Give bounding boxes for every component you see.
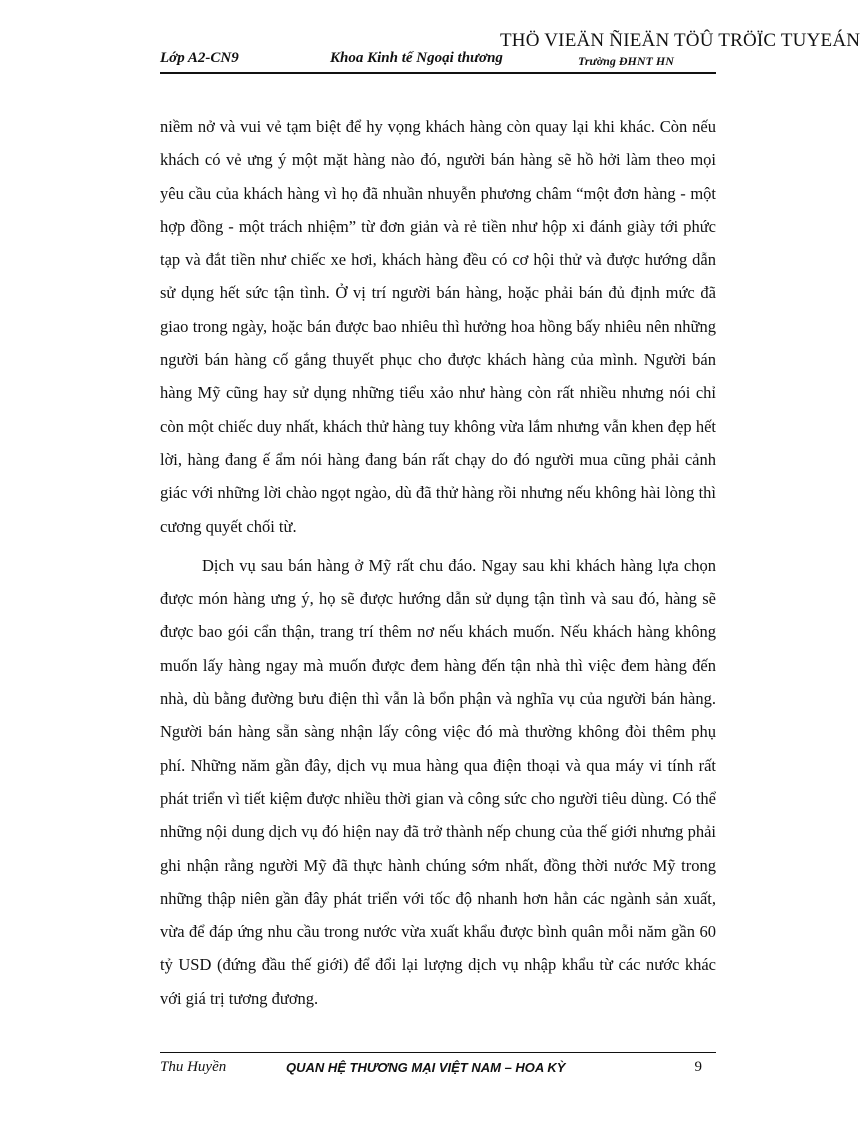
footer-author: Thu Huyền: [160, 1059, 227, 1075]
body-paragraph: niềm nở và vui vẻ tạm biệt để hy vọng khách hàng còn quay lại khi khác. Còn nếu khách có vẻ ưng ý một mặt hàng nào đó, người bán hàng sẽ hồ hởi làm theo mọi yêu cầu của khách hàng vì họ đã nhuần nhuyễn phương châm “một đơn hàng - một hợp đồng - một trách nhiệm” từ đơn giản và rẻ tiền như hộp xi đánh giày tới phức tạp và đắt tiền như chiếc xe hơi, khách hàng đều có cơ hội thử và được hướng dẫn sử dụng hết sức tận tình. Ở vị trí người bán hàng, hoặc phải bán đủ định mức đã giao trong ngày, hoặc bán được bao nhiêu thì hưởng hoa hồng bấy nhiêu nên những người bán hàng cố gắng thuyết phục cho được khách hàng của mình. Người bán hàng Mỹ cũng hay sử dụng những tiểu xảo như hàng còn rất nhiều nhưng nói chỉ còn một chiếc duy nhất, khách thử hàng tuy không vừa lắm nhưng vẫn khen đẹp hết lời, hàng đang ế ẩm nói hàng đang bán rất chạy do đó người mua cũng phải cảnh giác với những lời chào ngọt ngào, dù đã thử hàng rồi nhưng nếu không hài lòng thì cương quyết chối từ.: [160, 117, 716, 536]
page-footer: [160, 1052, 716, 1083]
document-body: [160, 110, 716, 1015]
page-number: 9: [694, 1059, 702, 1075]
header-faculty: Khoa Kinh tế Ngoại thương: [330, 50, 503, 66]
footer-title: QUAN HỆ THƯƠNG MẠI VIỆT NAM – HOA KỲ: [286, 1060, 566, 1075]
body-paragraph: Dịch vụ sau bán hàng ở Mỹ rất chu đáo. Ngay sau khi khách hàng lựa chọn được món hàng ưng ý, họ sẽ được hướng dẫn sử dụng tận tình và sau đó, hàng sẽ được bao gói cẩn thận, trang trí thêm nơ nếu khách muốn. Nếu khách hàng không muốn lấy hàng ngay mà muốn được đem hàng đến tận nhà thì việc đem hàng đến nhà, dù bằng đường bưu điện thì vẫn là bổn phận và nghĩa vụ của người bán hàng. Người bán hàng sẵn sàng nhận lấy công việc đó mà thường không đòi thêm phụ phí. Những năm gần đây, dịch vụ mua hàng qua điện thoại và qua máy vi tính rất phát triển vì tiết kiệm được nhiều thời gian và công sức cho người tiêu dùng. Có thể những nội dung dịch vụ đó hiện nay đã trở thành nếp chung của thế giới nhưng phải ghi nhận rằng người Mỹ đã thực hành chúng sớm nhất, đồng thời nước Mỹ trong những thập niên gần đây phát triển với tốc độ nhanh hơn hẳn các ngành sản xuất, vừa để đáp ứng nhu cầu trong nước vừa xuất khẩu được bình quân mỗi năm gần 60 tỷ USD (đứng đầu thế giới) để đổi lại lượng dịch vụ nhập khẩu từ các nước khác với giá trị tương đương.: [160, 555, 716, 1008]
watermark-text: THÖ VIEÄN ÑIEÄN TÖÛ TRÖÏC TUYEÁN: [500, 30, 860, 51]
page-header: [160, 48, 716, 74]
header-class: Lớp A2-CN9: [160, 50, 239, 66]
header-school: Trường ĐHNT HN: [578, 54, 674, 68]
